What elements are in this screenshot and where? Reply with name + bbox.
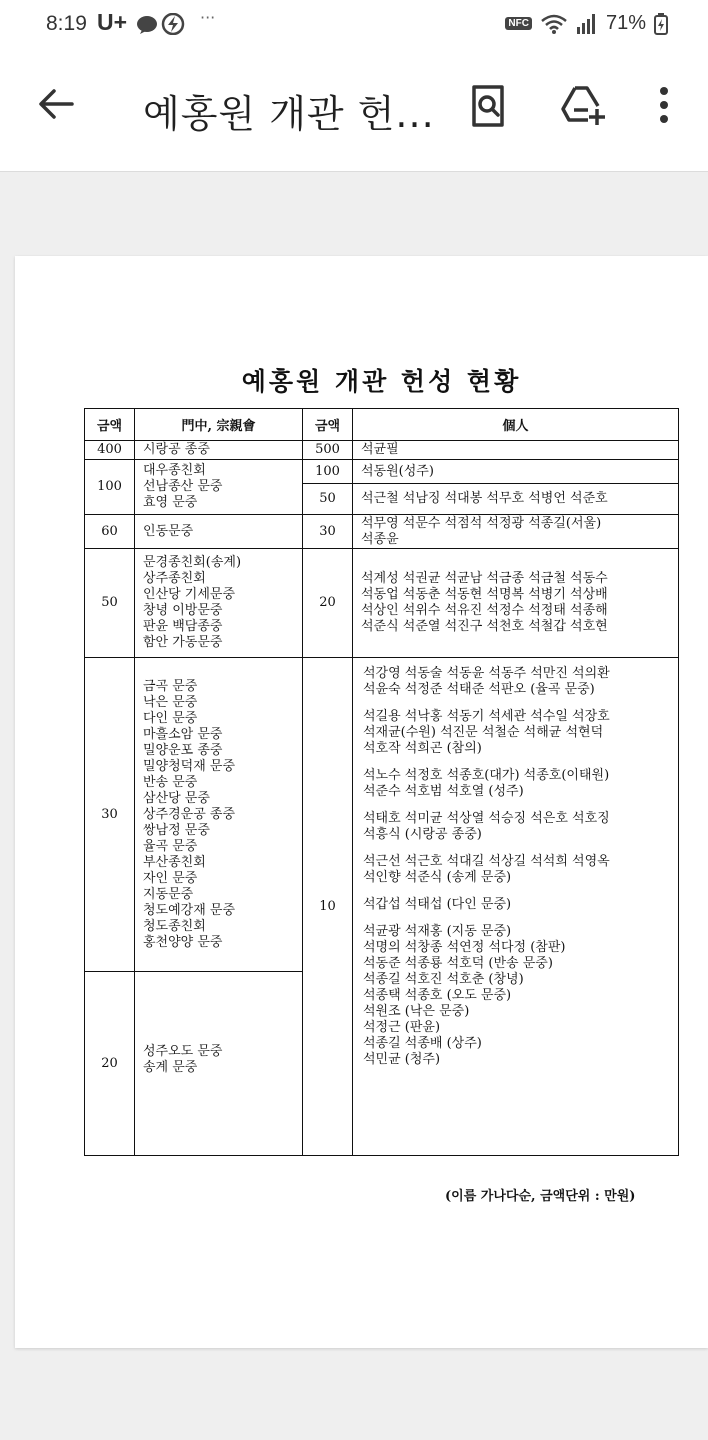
clan-names-cell	[135, 460, 303, 515]
individual-amount-cell: 500	[303, 441, 353, 460]
clan-name: 시랑공 종중	[143, 442, 210, 457]
individual-names-line: 석강영 석동술 석동윤 석동주 석만진 석의환	[363, 666, 610, 681]
table-row	[85, 441, 679, 460]
name-group	[361, 464, 678, 480]
individual-names-line: 석근선 석근호 석대길 석상길 석석희 석영옥	[363, 854, 610, 869]
back-arrow-icon	[36, 84, 76, 124]
document-title: 예홍원 개관 헌...	[143, 92, 435, 136]
clan-name: 효영 문중	[143, 495, 198, 510]
clan-name: 쌍남정 문중	[143, 822, 210, 838]
clan-name: 삼산당 문중	[143, 790, 210, 806]
individual-names-line: 석갑섭 석태섭 (다인 문중)	[363, 897, 512, 912]
drive-add-icon	[560, 84, 606, 126]
name-group	[363, 709, 678, 757]
carrier-label: U+	[97, 9, 128, 35]
name-group	[361, 491, 678, 507]
name-group	[363, 768, 678, 800]
clan-name: 인동문중	[143, 523, 194, 539]
clan-names-cell	[135, 972, 303, 1156]
clan-name: 상주종친회	[143, 571, 206, 586]
more-notifications-icon: ···	[200, 8, 216, 27]
battery-charging-icon	[654, 13, 668, 35]
status-time: 8:19	[46, 12, 87, 35]
individual-names-line: 석정근 (판윤)	[363, 1020, 441, 1035]
individual-names-line: 석상인 석위수 석유진 석정수 석정태 석종해	[361, 603, 608, 618]
clan-name: 송계 문중	[143, 1060, 198, 1075]
individual-names-cell	[353, 441, 679, 460]
individual-names-line: 석동원(성주)	[361, 463, 434, 479]
clan-amount-cell: 400	[85, 441, 135, 460]
individual-names-cell	[353, 549, 679, 658]
name-group	[361, 442, 678, 458]
name-group	[363, 854, 678, 886]
clan-name: 판윤 백담종중	[143, 619, 223, 634]
donation-table	[84, 408, 679, 1156]
clan-names-cell	[135, 515, 303, 549]
individual-names-line: 석균광 석재홍 (지동 문중)	[363, 924, 512, 939]
clan-name: 밀양청덕재 문중	[143, 758, 236, 774]
clan-name: 성주오도 문중	[143, 1044, 223, 1059]
document-search-icon	[468, 84, 508, 128]
battery-percent: 71%	[605, 12, 646, 34]
individual-names-cell	[353, 658, 679, 1156]
table-row	[85, 549, 679, 658]
wifi-icon	[540, 13, 568, 35]
individual-names-line: 석인향 석준식 (송계 문중)	[363, 870, 512, 885]
individual-names-line: 석종택 석종호 (오도 문중)	[363, 988, 512, 1003]
clan-name: 마흘소암 문중	[143, 726, 223, 742]
individual-names-line: 석원조 (낙은 문중)	[363, 1004, 470, 1019]
add-to-drive-button[interactable]	[560, 84, 606, 126]
individual-names-line: 석민균 (청주)	[363, 1052, 441, 1067]
table-header-row	[85, 409, 679, 441]
more-options-button[interactable]	[652, 84, 676, 128]
clan-names-cell	[135, 658, 303, 972]
individual-names-line: 석노수 석정호 석종호(대가) 석종호(이태원)	[363, 768, 610, 783]
back-button[interactable]	[36, 84, 76, 124]
header-individual: 個人	[353, 409, 679, 441]
name-group	[361, 571, 678, 635]
nfc-icon: NFC	[505, 17, 532, 30]
individual-names-line: 석무영 석문수 석점석 석정광 석종길(서울)	[361, 515, 602, 531]
individual-names-line: 석종윤	[361, 531, 399, 547]
individual-names-line: 석동준 석종룡 석호덕 (반송 문중)	[363, 956, 553, 971]
clan-name: 창녕 이방문중	[143, 603, 223, 618]
clan-name: 홍천양양 문중	[143, 934, 223, 950]
individual-names-line: 석계성 석권균 석균남 석금종 석금철 석동수	[361, 571, 608, 586]
clan-name: 청도종친회	[143, 918, 206, 934]
clan-name: 상주경운공 종중	[143, 806, 236, 822]
more-vert-icon	[652, 84, 676, 128]
individual-amount-cell: 100	[303, 460, 353, 484]
individual-amount-cell: 10	[303, 658, 353, 1156]
clan-names-cell	[135, 441, 303, 460]
individual-names-line: 석종길 석호진 석호춘 (창녕)	[363, 972, 524, 987]
name-group	[363, 924, 678, 1068]
clan-amount-cell: 50	[85, 549, 135, 658]
signal-icon	[576, 13, 598, 35]
clan-name: 자인 문중	[143, 870, 198, 886]
clan-name: 밀양운포 종중	[143, 742, 223, 758]
table-row	[85, 515, 679, 549]
status-bar	[0, 0, 708, 50]
name-group	[363, 666, 678, 698]
individual-names-line: 석준식 석준열 석진구 석천호 석철갑 석호현	[361, 619, 608, 634]
individual-names-line: 석명의 석창종 석연정 석다정 (참판)	[363, 940, 566, 955]
individual-names-cell	[353, 515, 679, 549]
table-row	[85, 658, 679, 972]
clan-name: 부산종친회	[143, 854, 206, 870]
individual-names-line: 석호작 석희곤 (참의)	[363, 741, 482, 756]
clan-name: 인산당 기세문중	[143, 587, 236, 602]
header-clan: 門中, 宗親會	[135, 409, 303, 441]
individual-names-line: 석흥식 (시랑공 종중)	[363, 827, 482, 842]
individual-names-line: 석준수 석호범 석호열 (성주)	[363, 784, 524, 799]
clan-amount-cell: 20	[85, 972, 135, 1156]
individual-names-line: 석동업 석동춘 석동현 석명복 석병기 석상배	[361, 587, 608, 602]
individual-names-line: 석근철 석남징 석대봉 석무호 석병언 석준호	[361, 491, 608, 506]
clan-name: 다인 문중	[143, 710, 198, 726]
name-group	[363, 811, 678, 843]
clan-names-cell	[135, 549, 303, 658]
system-status	[505, 12, 668, 35]
app-bar	[0, 50, 708, 172]
header-amount-2: 금액	[303, 409, 353, 441]
individual-names-cell	[353, 460, 679, 484]
clan-name: 대우종친회	[143, 463, 206, 478]
individual-names-line: 석태호 석미균 석상열 석승징 석은호 석호징	[363, 811, 610, 826]
find-in-document-button[interactable]	[468, 84, 508, 128]
clan-name: 청도예강재 문중	[143, 902, 236, 918]
clan-name: 선남종산 문중	[143, 479, 223, 494]
individual-amount-cell: 50	[303, 484, 353, 515]
header-amount: 금액	[85, 409, 135, 441]
name-group	[361, 516, 678, 548]
clan-amount-cell: 60	[85, 515, 135, 549]
clan-name: 함안 가동문중	[143, 635, 223, 650]
individual-names-cell	[353, 484, 679, 515]
clan-name: 금곡 문중	[143, 678, 198, 694]
clan-name: 반송 문중	[143, 774, 198, 790]
clan-amount-cell: 100	[85, 460, 135, 515]
individual-amount-cell: 30	[303, 515, 353, 549]
clan-amount-cell: 30	[85, 658, 135, 972]
individual-names-line: 석균필	[361, 442, 399, 457]
clan-name: 낙은 문중	[143, 694, 198, 710]
clan-name: 율곡 문중	[143, 838, 198, 854]
document-heading: 예홍원 개관 헌성 현황	[241, 367, 522, 396]
clan-name: 지동문중	[143, 886, 194, 902]
individual-names-line: 석길용 석낙홍 석동기 석세관 석수일 석장호	[363, 709, 610, 724]
notification-icons	[137, 13, 193, 39]
footnote: (이름 가나다순, 금액단위 : 만원)	[445, 1189, 636, 1204]
individual-amount-cell: 20	[303, 549, 353, 658]
talk-and-bolt-icon	[137, 13, 193, 35]
name-group	[363, 897, 678, 913]
table-row	[85, 460, 679, 484]
clan-name: 문경종친회(송계)	[143, 555, 242, 570]
individual-names-line: 석윤숙 석정준 석태준 석판오 (율곡 문중)	[363, 682, 595, 697]
individual-names-line: 석재균(수원) 석진문 석철순 석해균 석현덕	[363, 725, 604, 740]
individual-names-line: 석종길 석종배 (상주)	[363, 1036, 482, 1051]
